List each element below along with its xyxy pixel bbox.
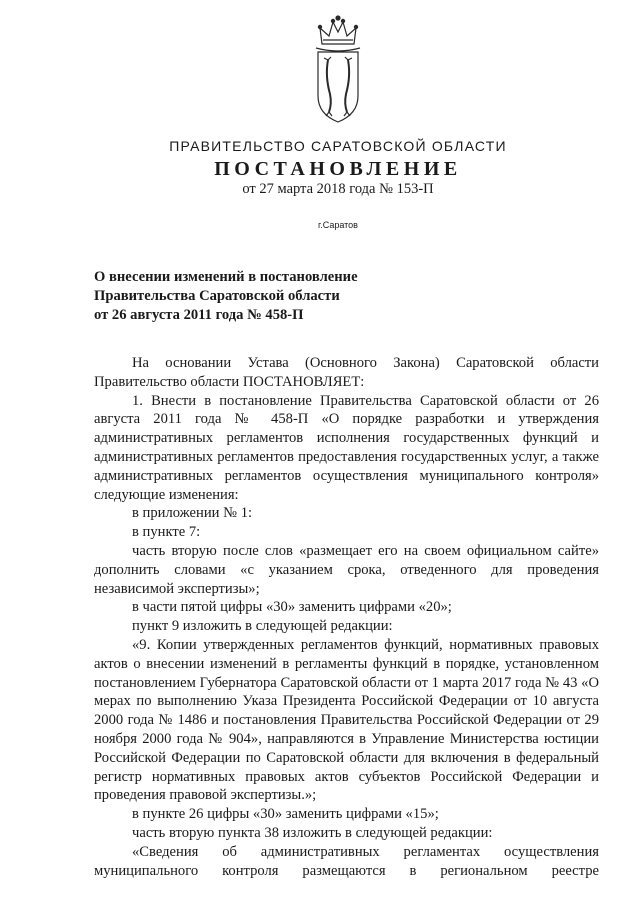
body-paragraph: часть вторую после слов «размещает его на своем официальном сайте» дополнить словами «с указанием срока, отведенного для проведения независимой экспертизы»;	[94, 542, 599, 597]
body-paragraph: На основании Устава (Основного Закона) Саратовской области Правительство области ПОСТАНОВЛЯЕТ:	[94, 355, 599, 390]
title-line: от 26 августа 2011 года № 458-П	[94, 307, 304, 323]
body-paragraph: пункт 9 изложить в следующей редакции:	[132, 618, 393, 635]
body-paragraph: часть вторую пункта 38 изложить в следующей редакции:	[132, 824, 493, 841]
body-paragraph: в части пятой цифры «30» заменить цифрами «20»;	[132, 599, 452, 616]
document-title	[94, 268, 358, 325]
document-date-number: от 27 марта 2018 года № 153-П	[242, 181, 434, 197]
title-line: О внесении изменений в постановление	[94, 269, 358, 285]
saratov-coat-of-arms-icon	[312, 14, 364, 126]
document-city: г.Саратов	[318, 220, 358, 230]
body-paragraph: в пункте 26 цифры «30» заменить цифрами «15»;	[132, 806, 439, 823]
body-paragraph: «Сведения об административных регламентах осуществления муниципального контроля размещаются в региональном реестре	[94, 843, 599, 879]
document-type: ПОСТАНОВЛЕНИЕ	[214, 158, 462, 180]
body-paragraph: в пункте 7:	[132, 524, 201, 541]
government-name: ПРАВИТЕЛЬСТВО САРАТОВСКОЙ ОБЛАСТИ	[169, 138, 507, 154]
title-line: Правительства Саратовской области	[94, 288, 340, 304]
document-body	[94, 354, 599, 880]
body-paragraph: в приложении № 1:	[132, 505, 253, 522]
body-paragraph: «9. Копии утвержденных регламентов функций, нормативных правовых актов о внесении изменений в регламенты функций в порядке, установленном постановлением Губернатора Саратовской области от 1 марта 2017 года № 43 «О мерах по выполнению Указа Президента Российской Федерации от 10 августа 2000 года № 1486 и постановления Правительства Российской Федерации от 29 ноября 2000 года № 904», направляются в Управление Министерства юстиции Российской Федерации по Саратовской области для включения в федеральный регистр нормативных правовых актов субъектов Российской Федерации и проведения правовой экспертизы.»;	[94, 636, 599, 804]
body-paragraph: 1. Внести в постановление Правительства Саратовской области от 26 августа 2011 года № 458-П «О порядке разработки и утверждения административных регламентов исполнения государственных функций и административных регламентов предоставления государственных услуг, а также административных регламентов осуществления муниципального контроля» следующие изменения:	[94, 392, 599, 503]
